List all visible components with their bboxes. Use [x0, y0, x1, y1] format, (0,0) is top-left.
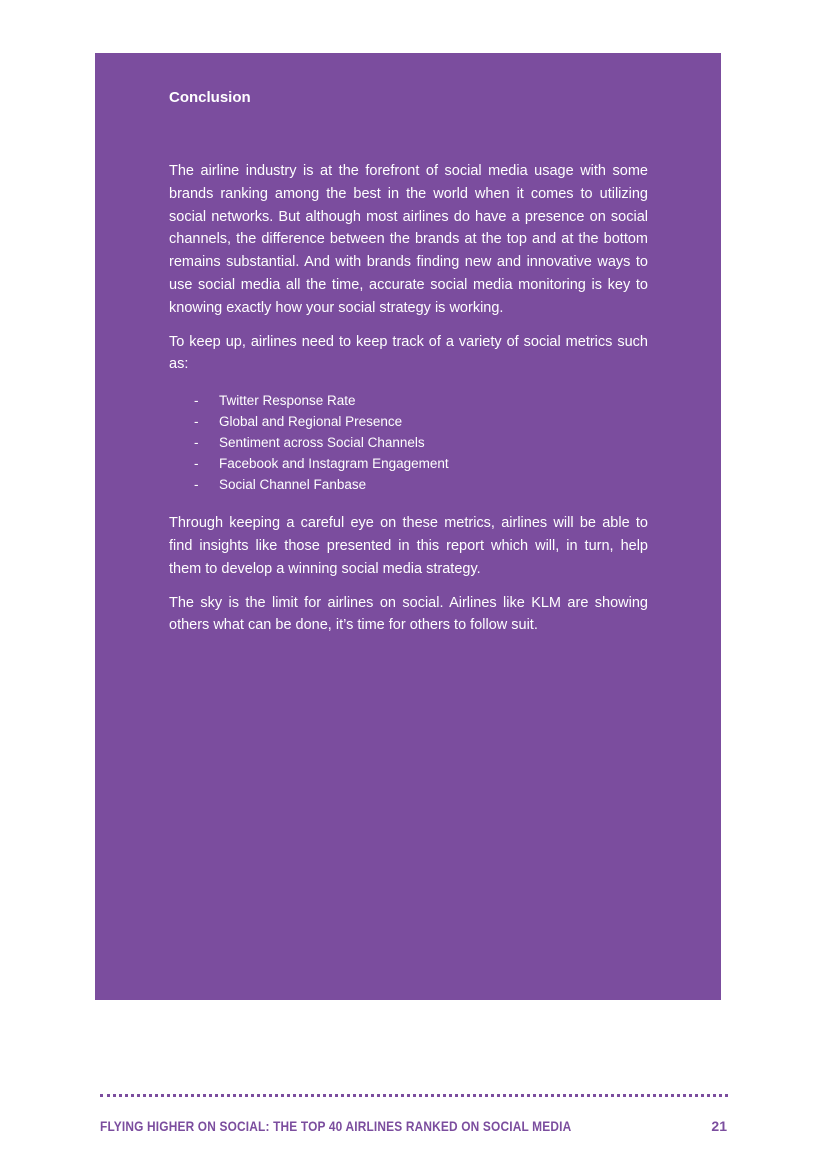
section-heading: Conclusion: [169, 89, 251, 106]
bullet-dash: -: [194, 414, 199, 430]
paragraph-insights: Through keeping a careful eye on these metrics, airlines will be able to find insights like those presented in this report which will, in turn, help them to develop a winning social media strategy.: [169, 515, 648, 577]
bullet-dash: -: [194, 393, 199, 409]
list-item: [169, 390, 648, 411]
list-item-label: Social Channel Fanbase: [219, 477, 367, 493]
paragraph-closing: The sky is the limit for airlines on social. Airlines like KLM are showing others what can be done, it’s time for others to follow suit.: [169, 594, 648, 634]
paragraph-intro: The airline industry is at the forefront of social media usage with some brands ranking among the best in the world when it comes to utilizing social networks. But although most airlines do have a presence on social channels, the difference between the brands at the top and at the bottom remains substantial. And with brands finding new and innovative ways to use social media all the time, accurate social media monitoring is key to knowing exactly how your social strategy is working.: [169, 163, 648, 316]
paragraph-metrics-lead: To keep up, airlines need to keep track of a variety of social metrics such as:: [169, 333, 648, 373]
footer-report-title: FLYING HIGHER ON SOCIAL: THE TOP 40 AIRLINES RANKED ON SOCIAL MEDIA: [100, 1118, 572, 1134]
content-panel: [95, 53, 721, 1000]
list-item-label: Global and Regional Presence: [219, 414, 403, 430]
page-number: 21: [711, 1118, 727, 1134]
bullet-dash: -: [194, 456, 199, 472]
bullet-dash: -: [194, 435, 199, 451]
list-item-label: Sentiment across Social Channels: [219, 435, 425, 451]
list-item-label: Twitter Response Rate: [219, 393, 356, 409]
list-item: [169, 474, 648, 495]
metrics-list: [169, 390, 648, 495]
list-item: [169, 453, 648, 474]
bullet-dash: -: [194, 477, 199, 493]
list-item-label: Facebook and Instagram Engagement: [219, 456, 449, 472]
list-item: [169, 411, 648, 432]
conclusion-section: [169, 87, 648, 637]
footer-divider: [100, 1094, 728, 1097]
list-item: [169, 432, 648, 453]
